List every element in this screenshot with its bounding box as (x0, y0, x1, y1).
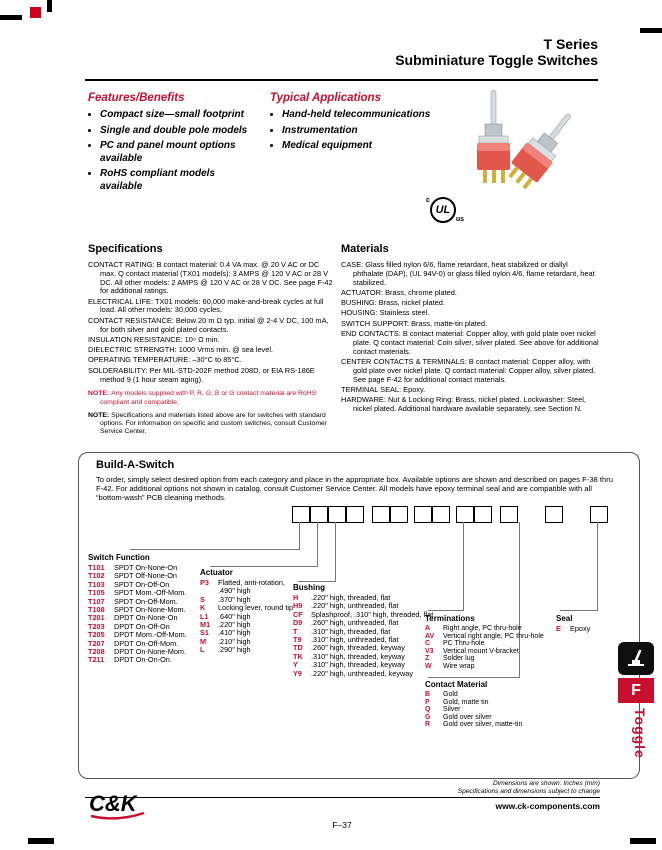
option-description: Gold, matte tin (443, 698, 489, 706)
section-tab-icon-box (618, 642, 654, 675)
option-row (200, 579, 296, 596)
option-code: TD (293, 643, 303, 653)
option-code: L1 (200, 611, 209, 621)
specifications-heading: Specifications (88, 243, 163, 255)
option-code: T208 (88, 647, 105, 657)
option-row (425, 714, 550, 722)
seal-list (556, 625, 626, 633)
option-description: .640" high (218, 611, 251, 621)
option-code: T9 (293, 635, 302, 645)
option-code: P (425, 698, 430, 706)
section-tab-label: Toggle (632, 708, 648, 759)
option-description: .310" high, threaded, flat (311, 626, 391, 636)
bullet-item: • Compact size—small footprint (100, 109, 256, 122)
contact-material-list (425, 691, 550, 729)
option-code: CF (293, 609, 303, 619)
option-code: T102 (88, 571, 105, 581)
option-code: Y9 (293, 668, 302, 678)
bullet-item: • Medical equipment (282, 140, 438, 153)
ul-logo: UL (430, 197, 456, 223)
crop-mark-bottom-left (28, 838, 54, 844)
option-code: T107 (88, 596, 105, 606)
option-code: S1 (200, 628, 209, 638)
option-code: C (425, 640, 431, 648)
connector-line (335, 522, 336, 581)
ul-certification-mark (426, 197, 464, 223)
option-code: M1 (200, 620, 211, 630)
option-description: Wire wrap (443, 662, 475, 670)
option-code: R (425, 721, 431, 729)
dimensions-note: Dimensions are shown: Inches (mm) (492, 780, 600, 787)
part-number-box (545, 506, 563, 523)
option-description: Epoxy (570, 624, 591, 633)
part-number-box (390, 506, 408, 523)
option-description: .220" high, unthreaded, keyway (311, 668, 413, 678)
footer-notes (458, 780, 600, 796)
option-description: Gold (443, 691, 458, 698)
option-description: DPDT On-On-On. (114, 655, 172, 665)
option-description: Right angle, PC thru-hole (443, 625, 522, 632)
option-description: .220" high, unthreaded, flat (311, 601, 399, 611)
option-code: V3 (425, 647, 434, 655)
seal-heading: Seal (556, 614, 573, 623)
option-row (556, 625, 626, 633)
option-description: DPDT Mom.-Off-Mom. (114, 630, 187, 640)
toggle-switch-icon (625, 648, 647, 670)
option-description: DPDT On-Off-On (114, 621, 170, 631)
connector-line (560, 610, 598, 611)
option-description: .290" high (218, 645, 251, 655)
option-description: .220" high (218, 620, 251, 630)
registration-mark-red (30, 7, 41, 18)
option-row (425, 625, 550, 633)
part-number-box (590, 506, 608, 523)
option-description: SPDT Off-None-On (114, 571, 177, 581)
footer-rule (85, 797, 600, 798)
option-row (293, 670, 443, 678)
page-title: Subminiature Toggle Switches (395, 52, 598, 68)
specifications-list (88, 261, 335, 384)
specifications-section (88, 243, 335, 436)
page-number: F–37 (332, 820, 352, 830)
option-code: K (200, 603, 206, 613)
switch-function-heading: Switch Function (88, 553, 150, 562)
actuator-section (200, 568, 296, 655)
website-link[interactable]: www.ck-components.com (495, 801, 600, 811)
option-row (425, 633, 550, 641)
option-description: SPDT Mom.-Off-Mom. (114, 588, 187, 598)
option-code: L (200, 645, 205, 655)
connector-line (130, 549, 300, 550)
seal-section (556, 614, 626, 633)
option-description: .310" high, threaded, keyway (311, 651, 405, 661)
ck-logo (88, 790, 148, 827)
actuator-list (200, 579, 296, 655)
part-number-box (432, 506, 450, 523)
part-number-box (474, 506, 492, 523)
option-description: Splashproof, .310" high, threaded, flat (311, 609, 434, 619)
option-row (425, 648, 550, 656)
option-description: .370" high (218, 594, 251, 604)
option-row (425, 699, 550, 707)
option-description: SPDT On-Off-On (114, 579, 170, 589)
option-code: T201 (88, 613, 105, 623)
spec-paragraph: END CONTACTS: B contact material: Copper alloy, with gold plate over nickel plate. Q contact material: Coin silver, silver plated. See above for additional contact materials. (341, 329, 599, 356)
option-description: DPDT On-None-Mom. (114, 647, 187, 657)
option-code: T101 (88, 563, 105, 572)
materials-section (341, 243, 599, 415)
spec-paragraph: DIELECTRIC STRENGTH: 1000 Vrms min. @ sea level. (88, 345, 274, 355)
connector-line (298, 581, 336, 582)
spec-paragraph: CONTACT RATING: B contact material: 0.4 VA max. @ 20 V AC or DC max. Q contact material (TX01 models): 3 AMPS @ 120 V AC or 28 V DC. All other models: 2 AMPS @ 120 V AC or 28 V DC. See page F-42 for additional ratings. (88, 260, 333, 296)
option-code: T108 (88, 605, 105, 615)
crop-mark-top-left (0, 15, 22, 20)
connector-line (210, 566, 318, 567)
option-code: H9 (293, 601, 303, 611)
standard-options-note (88, 412, 335, 437)
option-description: Gold over silver (443, 713, 492, 721)
series-title: T Series (543, 36, 598, 52)
connector-line (299, 522, 300, 549)
option-description: PC Thru-hole (443, 640, 485, 648)
materials-list (341, 261, 599, 414)
rohs-note (88, 390, 335, 406)
note-label: NOTE: (88, 390, 110, 398)
terminations-heading: Terminations (425, 614, 475, 623)
option-description: .210" high (218, 636, 251, 646)
part-number-box (328, 506, 346, 523)
option-code: P3 (200, 578, 209, 587)
header-rule (85, 79, 598, 81)
part-number-box (500, 506, 518, 523)
rohs-note-text: Any models supplied with P, R, G, B or G contact material are RoHS compliant and compatible. (100, 390, 317, 406)
option-description: Flatted, anti-rotation, .490" high (218, 578, 285, 596)
option-code: T (293, 626, 298, 636)
note-label: NOTE: (88, 411, 110, 419)
option-description: .410" high (218, 628, 251, 638)
option-description: Silver (443, 706, 461, 714)
option-code: D9 (293, 618, 303, 628)
ck-logo-graphic (88, 790, 148, 822)
bushing-list (293, 594, 443, 678)
option-code: T103 (88, 579, 105, 589)
standard-note-text: Specifications and materials listed above are for switches with standard options. For information on specific and custom switches, consult Customer Service Center. (100, 411, 328, 436)
option-description: .220" high, threaded, flat (311, 593, 391, 602)
option-description: .260" high, unthreaded, flat (311, 618, 399, 628)
option-code: T207 (88, 638, 105, 648)
section-tab-letter: F (618, 678, 654, 703)
bushing-heading: Bushing (293, 583, 325, 592)
bullet-item: • RoHS compliant models available (100, 168, 256, 193)
product-photo (438, 86, 613, 221)
spec-paragraph: TERMINAL SEAL: Epoxy. (341, 384, 426, 394)
spec-paragraph: INSULATION RESISTANCE: 10⁹ Ω min. (88, 334, 220, 344)
option-row (425, 655, 550, 663)
option-row (200, 646, 296, 654)
option-description: DPDT On-None-On (114, 613, 178, 623)
option-code: Y (293, 660, 298, 670)
spec-paragraph: SOLDERABILITY: Per MIL-STD-202F method 208D, or EIA RS-186E method 9 (1 hour steam aging). (88, 365, 315, 384)
option-description: DPDT On-Off-Mom. (114, 638, 179, 648)
contact-material-section (425, 680, 550, 729)
part-number-box (292, 506, 310, 523)
build-a-switch-heading: Build-A-Switch (96, 459, 175, 471)
option-description: Solder lug (443, 655, 475, 663)
applications-list (270, 109, 438, 153)
option-code: AV (425, 632, 435, 640)
spec-paragraph: HARDWARE: Nut & Locking Ring: Brass, nickel plated. Lockwasher: Steel, nickel plated. Additional hardware available separately, see Section N. (341, 395, 586, 413)
spec-paragraph: ELECTRICAL LIFE: TX01 models: 60,000 make-and-break cycles at full load. All other models: 30,000 cycles. (88, 296, 324, 315)
bullet-item: • Hand-held telecommunications (282, 109, 438, 122)
spec-paragraph: ACTUATOR: Brass, chrome plated. (341, 287, 457, 297)
part-number-box (310, 506, 328, 523)
spec-paragraph: CONTACT RESISTANCE: Below 20 m Ω typ. initial @ 2-4 V DC, 100 mA, for both silver and gold plated contacts. (88, 315, 329, 334)
option-row (88, 656, 206, 664)
part-number-box (372, 506, 390, 523)
option-code: T205 (88, 630, 105, 640)
option-code: TK (293, 651, 303, 661)
crop-mark-top-right (640, 28, 662, 33)
ck-logo-text: C&K (89, 791, 137, 816)
option-code: S (200, 594, 205, 604)
actuator-heading: Actuator (200, 568, 233, 577)
connector-line (597, 522, 598, 610)
terminations-list (425, 625, 550, 671)
switch-function-section (88, 553, 206, 665)
option-code: T203 (88, 621, 105, 631)
bullet-item: • Instrumentation (282, 125, 438, 138)
contact-material-heading: Contact Material (425, 680, 488, 689)
features-section (88, 92, 256, 196)
option-description: .310" high, threaded, keyway (311, 660, 405, 670)
ul-suffix: us (455, 216, 465, 223)
option-description: .310" high, unthreaded, flat (311, 635, 399, 645)
applications-section (270, 92, 438, 156)
specifications-note: Specifications and dimensions subject to change (457, 788, 600, 795)
applications-heading: Typical Applications (270, 92, 381, 104)
spec-paragraph: SWITCH SUPPORT: Brass, matte-tin plated. (341, 318, 488, 328)
option-description: .260" high, threaded, keyway (311, 643, 405, 653)
spec-paragraph: OPERATING TEMPERATURE: –30°C to 85°C. (88, 355, 242, 365)
option-description: SPDT On-None-Mom. (114, 605, 186, 615)
option-row (425, 691, 550, 699)
option-code: T211 (88, 655, 105, 665)
spec-paragraph: BUSHING: Brass, nickel plated. (341, 298, 445, 308)
part-number-box (346, 506, 364, 523)
option-description: Locking lever, round tip (218, 603, 294, 613)
toggle-switch-illustration (438, 86, 613, 221)
bullet-item: • PC and panel mount options available (100, 140, 256, 165)
option-description: SPDT On-Off-Mom. (114, 596, 178, 606)
option-code: Q (425, 706, 431, 714)
spec-paragraph: CENTER CONTACTS & TERMINALS: B contact material: Copper alloy, with gold plate over nickel plate. Q contact material: Copper alloy, silver plated. See page F-42 for additional contact materials. (341, 356, 596, 384)
bushing-section (293, 583, 443, 678)
connector-line (463, 522, 464, 610)
option-row (425, 706, 550, 714)
switch-function-list (88, 564, 206, 665)
option-code: M (200, 636, 207, 646)
option-code: Z (425, 655, 430, 663)
option-row (425, 640, 550, 648)
connector-line (317, 522, 318, 566)
option-code: G (425, 713, 431, 721)
spec-paragraph: HOUSING: Stainless steel. (341, 308, 430, 318)
materials-heading: Materials (341, 243, 389, 255)
part-number-box (456, 506, 474, 523)
ul-prefix: c (426, 197, 430, 204)
option-row (425, 721, 550, 729)
bullet-item: • Single and double pole models (100, 125, 256, 138)
option-row (425, 663, 550, 671)
option-code: A (425, 625, 431, 632)
option-description: Vertical right angle, PC thru-hole (443, 632, 544, 640)
part-number-box (414, 506, 432, 523)
option-description: Vertical mount V-bracket (443, 647, 519, 655)
build-a-switch-intro: To order, simply select desired option from each category and place in the appropriate box. Available options are shown and described on pages F-38 thru F-42. For additional options not shown in catalog, consult Customer Service Center. All models have epoxy terminal seal and are compatible with all “bottom-wash” PCB cleaning methods. (96, 475, 613, 502)
crop-mark-bottom-right (630, 838, 656, 844)
option-code: H (293, 593, 299, 602)
option-description: SPDT On-None-On (114, 563, 178, 572)
option-description: Gold over silver, matte-tin (443, 721, 523, 729)
option-code: B (425, 691, 431, 698)
page-header (395, 36, 598, 68)
terminations-section (425, 614, 550, 671)
option-code: W (425, 662, 432, 670)
option-code: E (556, 624, 561, 633)
features-heading: Features/Benefits (88, 92, 185, 104)
spec-paragraph: CASE: Glass filled nylon 6/6, flame retardant, heat stabilized or diallyl phthalate (DAP), (UL 94V-0) or glass filled nylon 4/6, flame retardant, heat stabilized. (341, 260, 595, 287)
option-code: T105 (88, 588, 105, 598)
features-list (88, 109, 256, 193)
crop-mark-top-left-2 (47, 0, 52, 12)
